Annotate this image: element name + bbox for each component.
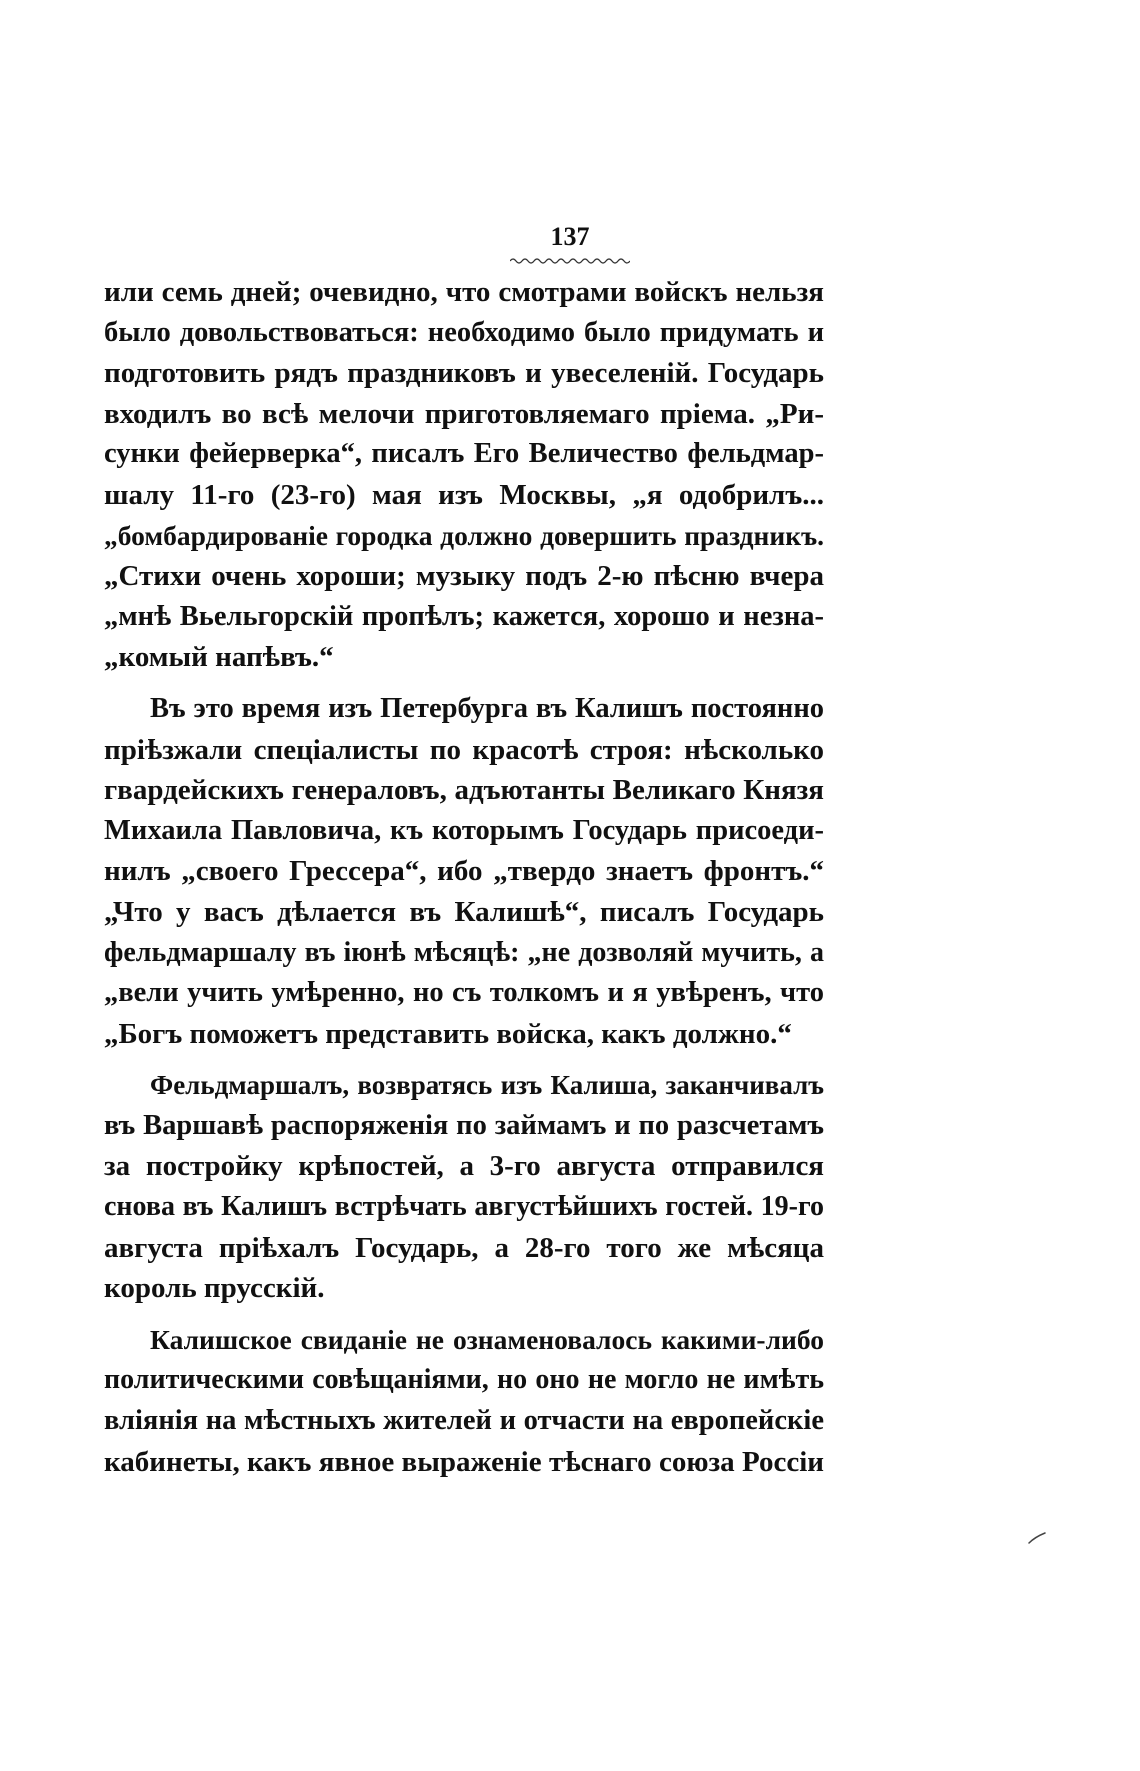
text-line: „комый напѣвъ.“ [104,641,334,674]
text-line: нилъ „своего Грессера“, ибо „твердо знаетъ фронтъ.“ [104,855,824,888]
text-line: вліянія на мѣстныхъ жителей и отчасти на европейскіе [104,1405,824,1437]
text-line: Калишское свиданіе не ознаменовалось какими-либо [150,1323,824,1355]
text-line: кабинеты, какъ явное выраженіе тѣснаго союза Россіи [104,1445,824,1478]
text-line: Михаила Павловича, къ которымъ Государь присоеди- [104,814,824,846]
paragraph [104,272,824,678]
text-line: сунки фейерверка“, писалъ Его Величество фельдмар- [104,438,824,470]
text-line: снова въ Калишъ встрѣчать августѣйшихъ гостей. 19-го [104,1191,824,1223]
text-line: политическими совѣщаніями, но оно не могло не имѣть [104,1364,824,1396]
text-line: августа пріѣхалъ Государь, а 28-го того же мѣсяца [104,1231,824,1264]
text-line: „Что у васъ дѣлается въ Калишѣ“, писалъ Государь [104,895,824,928]
text-line: „вели учить умѣренно, но съ толкомъ и я увѣренъ, что [104,977,824,1009]
text-line: „бомбардированіе городка должно довершить праздникъ. [104,519,824,551]
text-line: король прусскій. [104,1272,325,1305]
body-text [104,272,824,1482]
text-line: Фельдмаршалъ, возвратясь изъ Калиша, заканчивалъ [150,1070,824,1101]
text-line: шалу 11-го (23-го) мая изъ Москвы, „я одобрилъ... [104,478,824,511]
text-line: входилъ во всѣ мелочи приготовляемаго пріема. „Ри- [104,397,824,430]
page-number: 137 [550,222,590,251]
text-line: Въ это время изъ Петербурга въ Калишъ постоянно [150,692,824,724]
text-line: подготовить рядъ праздниковъ и увеселеній. Государь [104,357,824,390]
paragraph [104,1065,824,1309]
text-line: пріѣзжали спеціалисты по красотѣ строя: нѣсколько [104,733,824,766]
text-line: или семь дней; очевидно, что смотрами войскъ нельзя [104,276,824,308]
wavy-underline-ornament [510,255,630,267]
text-line: гвардейскихъ генераловъ, адъютанты Великаго Князя [104,774,824,807]
text-line: фельдмаршалу въ іюнѣ мѣсяцѣ: „не дозволяй мучить, а [104,936,824,968]
text-line: „мнѣ Вьельгорскій пропѣлъ; кажется, хорошо и незна- [104,600,824,632]
text-line: за постройку крѣпостей, а 3-го августа отправился [104,1150,824,1183]
text-line: въ Варшавѣ распоряженія по займамъ и по разсчетамъ [104,1109,824,1141]
pen-mark [1028,1531,1046,1545]
paragraph [104,689,824,1054]
paragraph [104,1320,824,1482]
text-line: „Стихи очень хороши; музыку подъ 2-ю пѣсню вчера [104,560,824,593]
text-line: было довольствоваться: необходимо было придумать и [104,316,824,348]
text-line: „Богъ поможетъ представить войска, какъ должно.“ [104,1017,792,1050]
